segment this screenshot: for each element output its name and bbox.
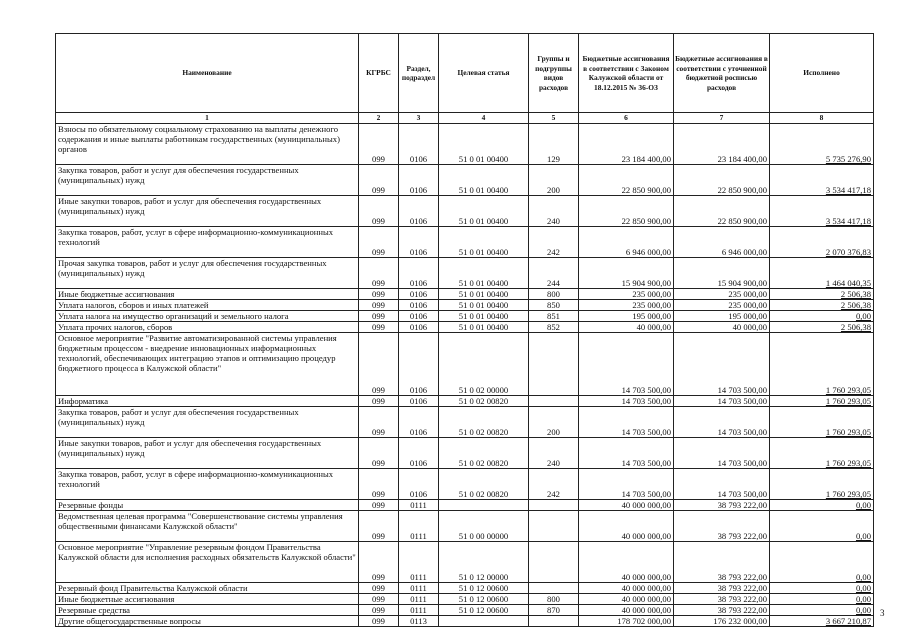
header-number: 3 [399, 113, 439, 124]
page-number: 3 [880, 608, 885, 618]
row-roster-amount: 38 793 222,00 [674, 583, 770, 594]
row-roster-amount: 38 793 222,00 [674, 511, 770, 542]
table-row [56, 511, 874, 542]
row-law-amount: 23 184 400,00 [579, 124, 674, 165]
row-executed-amount: 2 506,38 [770, 289, 874, 300]
row-section: 0106 [399, 322, 439, 333]
row-law-amount: 235 000,00 [579, 289, 674, 300]
row-roster-amount: 23 184 400,00 [674, 124, 770, 165]
table-row [56, 605, 874, 616]
row-name: Иные бюджетные ассигнования [56, 289, 359, 300]
row-executed-amount: 1 760 293,05 [770, 407, 874, 438]
row-roster-amount: 22 850 900,00 [674, 196, 770, 227]
budget-execution-table [55, 33, 874, 627]
table-row [56, 616, 874, 627]
table-row [56, 196, 874, 227]
row-section: 0106 [399, 396, 439, 407]
row-roster-amount: 22 850 900,00 [674, 165, 770, 196]
row-executed-amount: 3 667 210,87 [770, 616, 874, 627]
table-row [56, 500, 874, 511]
header-number: 4 [439, 113, 529, 124]
row-executed-amount: 0,00 [770, 594, 874, 605]
row-target: 51 0 01 00400 [439, 300, 529, 311]
row-roster-amount: 15 904 900,00 [674, 258, 770, 289]
row-group [529, 616, 579, 627]
table-row [56, 227, 874, 258]
table-row [56, 165, 874, 196]
row-roster-amount: 14 703 500,00 [674, 469, 770, 500]
row-executed-amount: 3 534 417,18 [770, 196, 874, 227]
row-group [529, 396, 579, 407]
table-row [56, 396, 874, 407]
row-executed-amount: 0,00 [770, 583, 874, 594]
table-row [56, 322, 874, 333]
row-target: 51 0 02 00820 [439, 396, 529, 407]
row-group [529, 333, 579, 396]
row-kgrbs: 099 [359, 196, 399, 227]
row-executed-amount: 3 534 417,18 [770, 165, 874, 196]
header-executed: Исполнено [770, 34, 874, 113]
row-executed-amount: 0,00 [770, 500, 874, 511]
header-kgrbs: КГРБС [359, 34, 399, 113]
header-group: Группы и подгруппы видов расходов [529, 34, 579, 113]
row-name: Основное мероприятие "Управление резервным фондом Правительства Калужской области для исполнения расходных обязательств Калужской области" [56, 542, 359, 583]
row-law-amount: 235 000,00 [579, 300, 674, 311]
row-executed-amount: 1 760 293,05 [770, 438, 874, 469]
header-roster: Бюджетные ассигнования в соответствии с уточненной бюджетной росписью расходов [674, 34, 770, 113]
row-executed-amount: 2 070 376,83 [770, 227, 874, 258]
row-name: Резервный фонд Правительства Калужской области [56, 583, 359, 594]
row-kgrbs: 099 [359, 616, 399, 627]
row-law-amount: 22 850 900,00 [579, 165, 674, 196]
row-group: 200 [529, 165, 579, 196]
row-section: 0111 [399, 583, 439, 594]
row-section: 0106 [399, 300, 439, 311]
row-kgrbs: 099 [359, 605, 399, 616]
row-executed-amount: 1 760 293,05 [770, 396, 874, 407]
row-target: 51 0 01 00400 [439, 196, 529, 227]
row-law-amount: 195 000,00 [579, 311, 674, 322]
row-group: 852 [529, 322, 579, 333]
row-executed-amount: 5 735 276,90 [770, 124, 874, 165]
header-section: Раздел, подраздел [399, 34, 439, 113]
row-executed-amount: 0,00 [770, 542, 874, 583]
header-number: 7 [674, 113, 770, 124]
row-executed-amount: 0,00 [770, 511, 874, 542]
row-law-amount: 14 703 500,00 [579, 396, 674, 407]
table-row [56, 300, 874, 311]
table-row [56, 289, 874, 300]
row-law-amount: 40 000 000,00 [579, 500, 674, 511]
row-target [439, 500, 529, 511]
header-number: 5 [529, 113, 579, 124]
row-roster-amount: 235 000,00 [674, 289, 770, 300]
row-group: 200 [529, 407, 579, 438]
row-name: Взносы по обязательному социальному страхованию на выплаты денежного содержания и иные выплаты работникам государственных (муниципальных) органов [56, 124, 359, 165]
row-name: Прочая закупка товаров, работ и услуг для обеспечения государственных (муниципальных) нужд [56, 258, 359, 289]
row-target: 51 0 02 00820 [439, 438, 529, 469]
row-executed-amount: 1 760 293,05 [770, 333, 874, 396]
row-group: 870 [529, 605, 579, 616]
table-row [56, 438, 874, 469]
row-section: 0106 [399, 258, 439, 289]
row-kgrbs: 099 [359, 227, 399, 258]
row-law-amount: 178 702 000,00 [579, 616, 674, 627]
row-name: Информатика [56, 396, 359, 407]
row-target: 51 0 12 00600 [439, 583, 529, 594]
row-group: 240 [529, 196, 579, 227]
row-name: Ведомственная целевая программа "Совершенствование системы управления общественными финансами Калужской области" [56, 511, 359, 542]
row-section: 0111 [399, 542, 439, 583]
row-target: 51 0 01 00400 [439, 124, 529, 165]
row-kgrbs: 099 [359, 542, 399, 583]
row-law-amount: 22 850 900,00 [579, 196, 674, 227]
row-group: 129 [529, 124, 579, 165]
row-name: Уплата прочих налогов, сборов [56, 322, 359, 333]
row-name: Закупка товаров, работ и услуг для обеспечения государственных (муниципальных) нужд [56, 407, 359, 438]
row-name: Иные бюджетные ассигнования [56, 594, 359, 605]
header-number: 6 [579, 113, 674, 124]
table-row [56, 583, 874, 594]
row-name: Уплата налогов, сборов и иных платежей [56, 300, 359, 311]
header-number-row [56, 113, 874, 124]
header-row [56, 34, 874, 113]
row-kgrbs: 099 [359, 438, 399, 469]
row-law-amount: 6 946 000,00 [579, 227, 674, 258]
row-group [529, 500, 579, 511]
row-target: 51 0 02 00000 [439, 333, 529, 396]
row-roster-amount: 235 000,00 [674, 300, 770, 311]
row-section: 0106 [399, 124, 439, 165]
row-executed-amount: 0,00 [770, 311, 874, 322]
row-section: 0106 [399, 196, 439, 227]
row-name: Закупка товаров, работ и услуг для обеспечения государственных (муниципальных) нужд [56, 165, 359, 196]
row-roster-amount: 38 793 222,00 [674, 500, 770, 511]
row-target [439, 616, 529, 627]
table-row [56, 407, 874, 438]
row-target: 51 0 01 00400 [439, 165, 529, 196]
row-name: Другие общегосударственные вопросы [56, 616, 359, 627]
row-name: Резервные средства [56, 605, 359, 616]
row-section: 0106 [399, 333, 439, 396]
row-roster-amount: 14 703 500,00 [674, 333, 770, 396]
row-group: 800 [529, 594, 579, 605]
row-law-amount: 14 703 500,00 [579, 407, 674, 438]
row-name: Закупка товаров, работ, услуг в сфере информационно-коммуникационных технологий [56, 227, 359, 258]
row-kgrbs: 099 [359, 469, 399, 500]
row-executed-amount: 1 464 040,35 [770, 258, 874, 289]
table-row [56, 333, 874, 396]
row-group: 800 [529, 289, 579, 300]
row-target: 51 0 12 00600 [439, 605, 529, 616]
row-kgrbs: 099 [359, 407, 399, 438]
header-number: 8 [770, 113, 874, 124]
row-roster-amount: 38 793 222,00 [674, 594, 770, 605]
row-section: 0106 [399, 165, 439, 196]
row-section: 0111 [399, 500, 439, 511]
table-row [56, 124, 874, 165]
header-name: Наименование [56, 34, 359, 113]
row-kgrbs: 099 [359, 300, 399, 311]
row-section: 0106 [399, 289, 439, 300]
row-roster-amount: 14 703 500,00 [674, 438, 770, 469]
row-law-amount: 40 000 000,00 [579, 583, 674, 594]
row-target: 51 0 12 00000 [439, 542, 529, 583]
row-group [529, 583, 579, 594]
row-name: Закупка товаров, работ, услуг в сфере информационно-коммуникационных технологий [56, 469, 359, 500]
table-row [56, 258, 874, 289]
row-section: 0111 [399, 594, 439, 605]
row-kgrbs: 099 [359, 165, 399, 196]
row-section: 0106 [399, 227, 439, 258]
table-row [56, 594, 874, 605]
table-row [56, 469, 874, 500]
row-group: 850 [529, 300, 579, 311]
row-target: 51 0 01 00400 [439, 227, 529, 258]
row-target: 51 0 01 00400 [439, 322, 529, 333]
row-executed-amount: 2 506,38 [770, 300, 874, 311]
row-roster-amount: 40 000,00 [674, 322, 770, 333]
row-target: 51 0 02 00820 [439, 407, 529, 438]
row-kgrbs: 099 [359, 583, 399, 594]
row-law-amount: 15 904 900,00 [579, 258, 674, 289]
row-section: 0113 [399, 616, 439, 627]
row-name: Иные закупки товаров, работ и услуг для обеспечения государственных (муниципальных) нужд [56, 196, 359, 227]
row-section: 0111 [399, 511, 439, 542]
row-target: 51 0 01 00400 [439, 258, 529, 289]
row-target: 51 0 01 00400 [439, 311, 529, 322]
row-law-amount: 14 703 500,00 [579, 469, 674, 500]
row-section: 0106 [399, 311, 439, 322]
row-group: 242 [529, 227, 579, 258]
row-name: Уплата налога на имущество организаций и земельного налога [56, 311, 359, 322]
table-row [56, 542, 874, 583]
row-name: Иные закупки товаров, работ и услуг для обеспечения государственных (муниципальных) нужд [56, 438, 359, 469]
row-target: 51 0 12 00600 [439, 594, 529, 605]
row-kgrbs: 099 [359, 594, 399, 605]
row-roster-amount: 38 793 222,00 [674, 605, 770, 616]
row-roster-amount: 14 703 500,00 [674, 407, 770, 438]
row-executed-amount: 1 760 293,05 [770, 469, 874, 500]
row-kgrbs: 099 [359, 124, 399, 165]
row-kgrbs: 099 [359, 311, 399, 322]
row-section: 0111 [399, 605, 439, 616]
row-roster-amount: 14 703 500,00 [674, 396, 770, 407]
row-name: Основное мероприятие "Развитие автоматизированной системы управления бюджетным процессом - внедрение инновационных информационных технологий, обеспечивающих интеграцию этапов и оптимизацию процедур бюджетного процесса в Калужской области" [56, 333, 359, 396]
row-law-amount: 14 703 500,00 [579, 333, 674, 396]
row-section: 0106 [399, 407, 439, 438]
row-law-amount: 40 000 000,00 [579, 594, 674, 605]
row-kgrbs: 099 [359, 500, 399, 511]
row-roster-amount: 38 793 222,00 [674, 542, 770, 583]
row-name: Резервные фонды [56, 500, 359, 511]
row-section: 0106 [399, 438, 439, 469]
row-target: 51 0 00 00000 [439, 511, 529, 542]
row-group [529, 511, 579, 542]
row-target: 51 0 02 00820 [439, 469, 529, 500]
header-number: 2 [359, 113, 399, 124]
row-law-amount: 40 000 000,00 [579, 542, 674, 583]
header-number: 1 [56, 113, 359, 124]
row-roster-amount: 176 232 000,00 [674, 616, 770, 627]
row-group: 244 [529, 258, 579, 289]
row-kgrbs: 099 [359, 322, 399, 333]
row-section: 0106 [399, 469, 439, 500]
row-kgrbs: 099 [359, 511, 399, 542]
table-body [56, 124, 874, 627]
row-executed-amount: 0,00 [770, 605, 874, 616]
row-law-amount: 40 000 000,00 [579, 605, 674, 616]
row-law-amount: 14 703 500,00 [579, 438, 674, 469]
row-group: 242 [529, 469, 579, 500]
row-kgrbs: 099 [359, 333, 399, 396]
row-law-amount: 40 000,00 [579, 322, 674, 333]
row-kgrbs: 099 [359, 289, 399, 300]
row-roster-amount: 6 946 000,00 [674, 227, 770, 258]
row-law-amount: 40 000 000,00 [579, 511, 674, 542]
row-group: 851 [529, 311, 579, 322]
table-row [56, 311, 874, 322]
row-group [529, 542, 579, 583]
header-target: Целевая статья [439, 34, 529, 113]
row-executed-amount: 2 506,38 [770, 322, 874, 333]
header-law: Бюджетные ассигнования в соответствии с Законом Калужской области от 18.12.2015 № 36-ОЗ [579, 34, 674, 113]
row-target: 51 0 01 00400 [439, 289, 529, 300]
row-roster-amount: 195 000,00 [674, 311, 770, 322]
row-kgrbs: 099 [359, 396, 399, 407]
row-group: 240 [529, 438, 579, 469]
row-kgrbs: 099 [359, 258, 399, 289]
